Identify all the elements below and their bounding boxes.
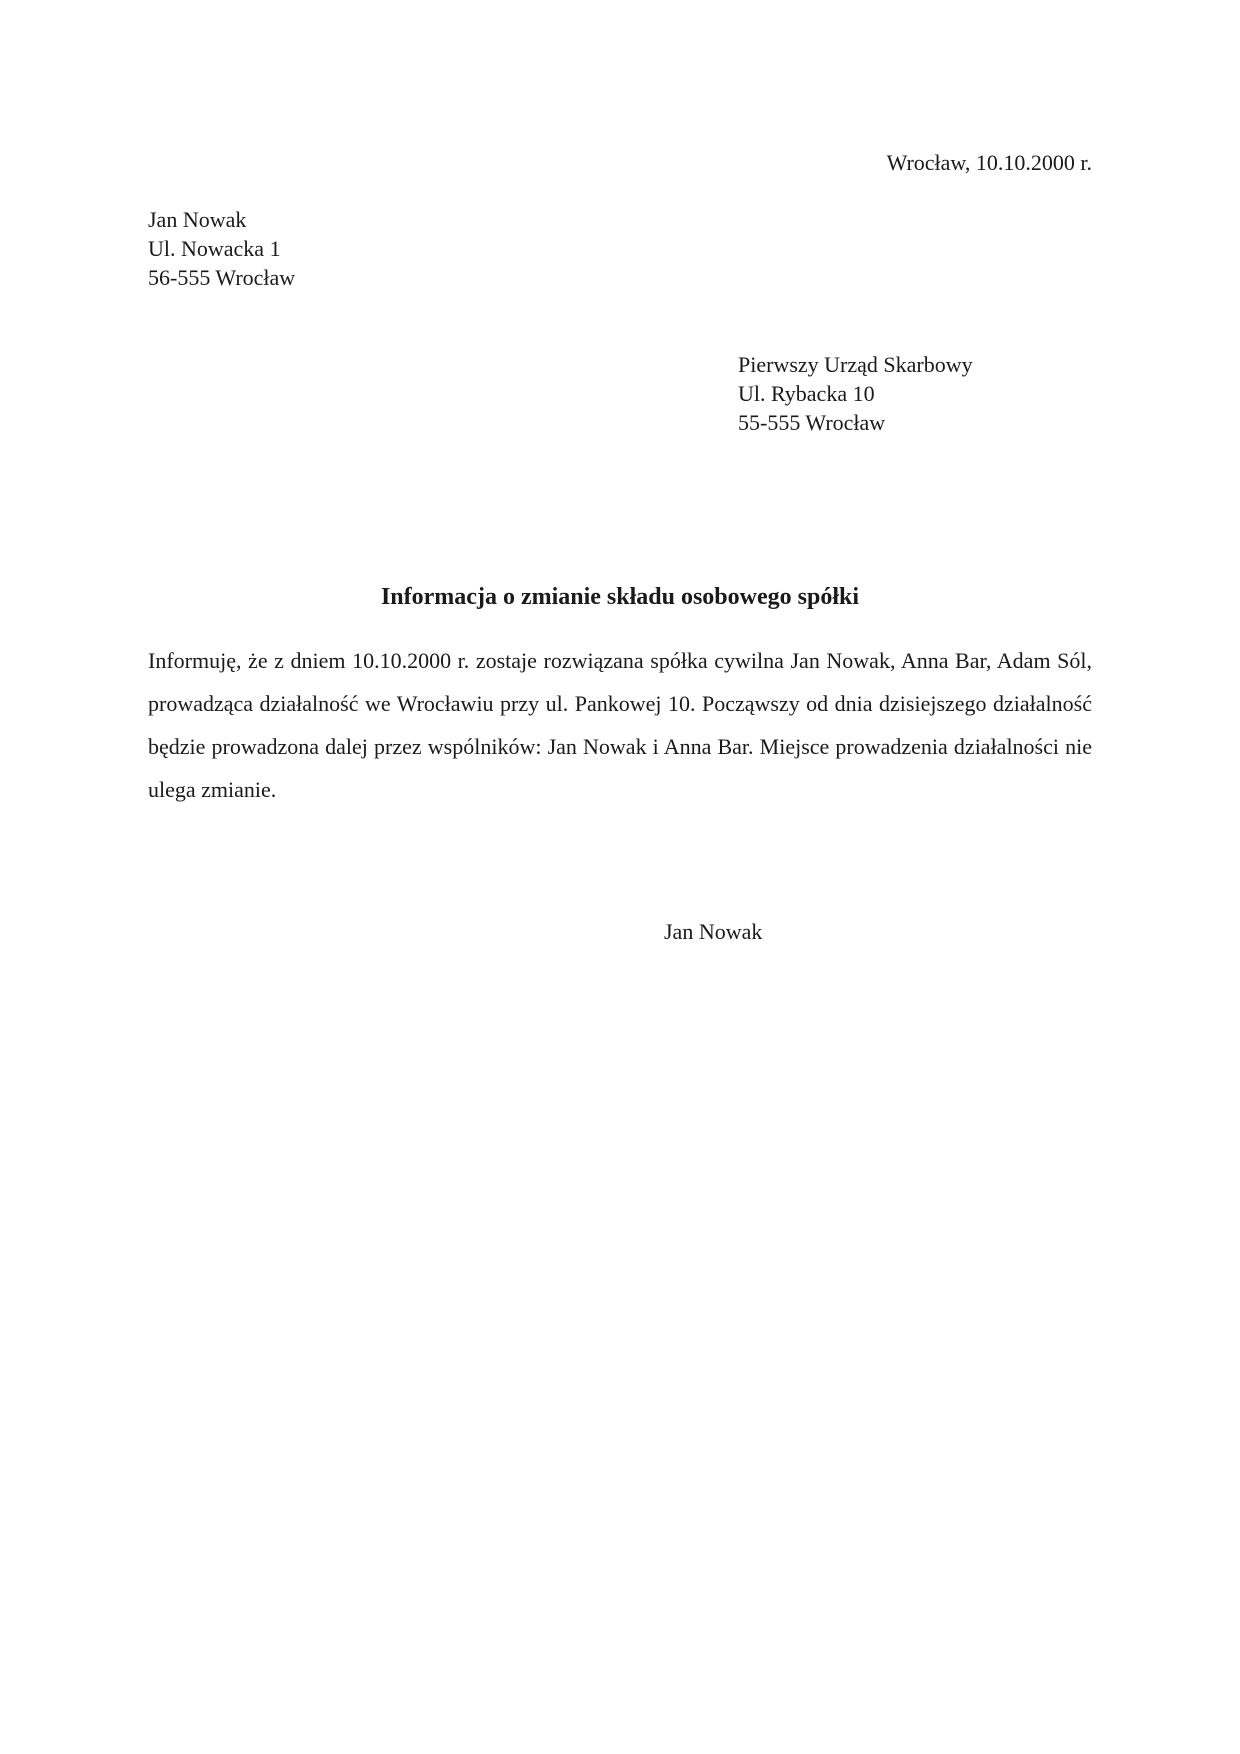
sender-address (148, 205, 295, 292)
recipient-city: 55-555 Wrocław (738, 410, 886, 435)
letter-body: Informuję, że z dniem 10.10.2000 r. zostaje rozwiązana spółka cywilna Jan Nowak, Anna Bar, Adam Sól, prowadząca działalność we Wrocławiu przy ul. Pankowej 10. Począwszy od dnia dzisiejszego działalność będzie prowadzona dalej przez wspólników: Jan Nowak i Anna Bar. Miejsce prowadzenia działalności nie ulega zmianie. (148, 648, 1092, 802)
sender-city: 56-555 Wrocław (148, 265, 296, 290)
sender-name: Jan Nowak (148, 207, 247, 232)
place-and-date: Wrocław, 10.10.2000 r. (886, 150, 1092, 175)
recipient-address (738, 350, 973, 437)
document-title: Informacja o zmianie składu osobowego spółki (380, 584, 860, 610)
recipient-street: Ul. Rybacka 10 (738, 381, 875, 406)
sender-street: Ul. Nowacka 1 (148, 236, 281, 261)
signature-name: Jan Nowak (664, 919, 763, 944)
recipient-name: Pierwszy Urząd Skarbowy (738, 352, 973, 377)
